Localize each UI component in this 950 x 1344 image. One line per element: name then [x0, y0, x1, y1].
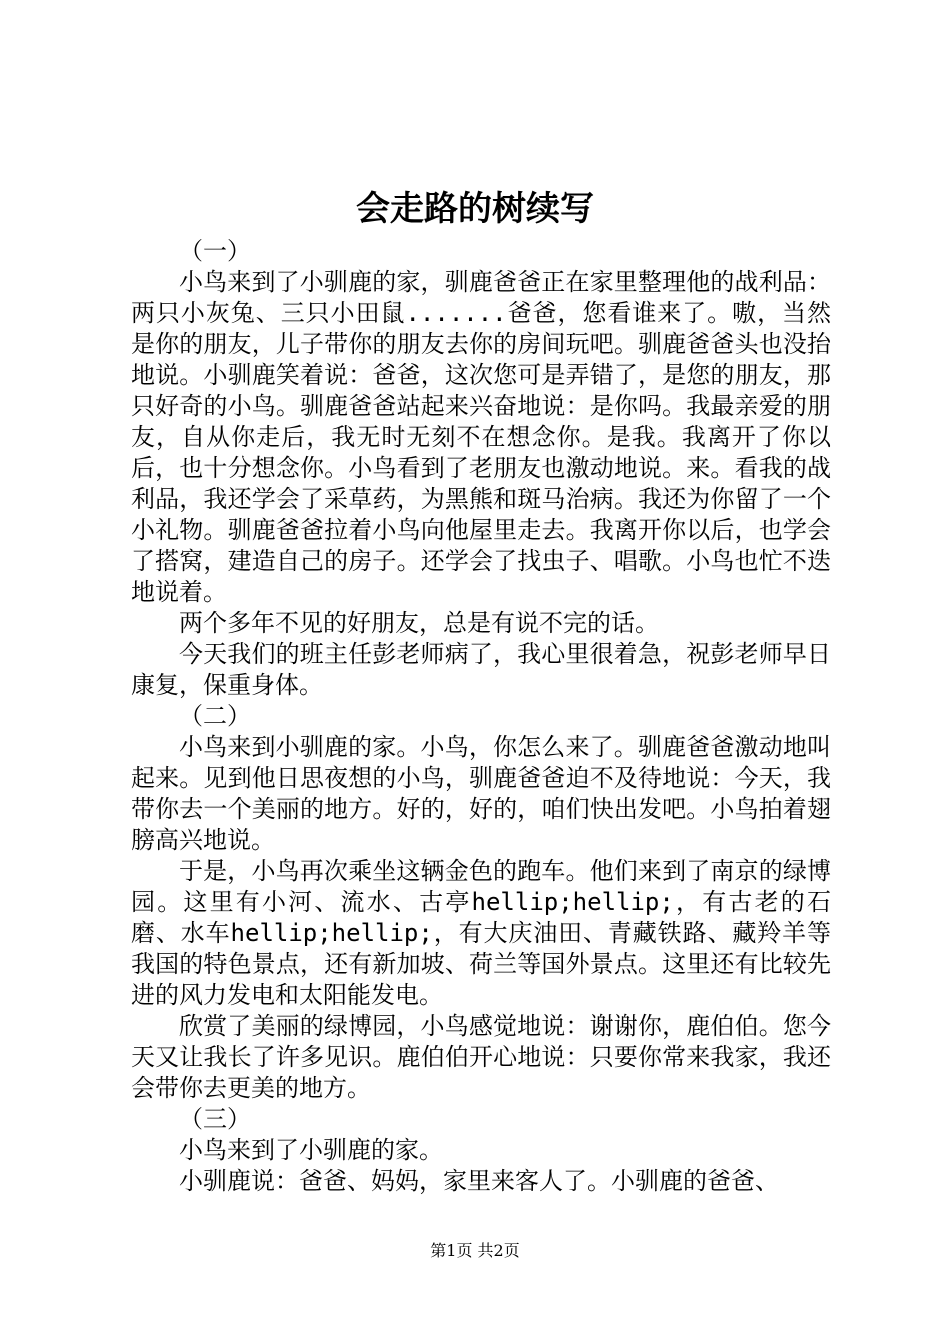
paragraph: 欣赏了美丽的绿博园，小鸟感觉地说：谢谢你，鹿伯伯。您今天又让我长了许多见识。鹿伯伯开心地说：只要你常来我家，我还会带你去更美的地方。	[131, 1012, 831, 1102]
paragraph: 两个多年不见的好朋友，总是有说不完的话。	[179, 609, 659, 637]
document-body	[131, 236, 831, 1197]
paragraph: 小驯鹿说：爸爸、妈妈，家里来客人了。小驯鹿的爸爸、	[179, 1167, 779, 1195]
paragraph: 于是，小鸟再次乘坐这辆金色的跑车。他们来到了南京的绿博园。这里有小河、流水、古亭hellip;hellip;，有古老的石磨、水车hellip;hellip;，有大庆油田、青藏铁路、藏羚羊等我国的特色景点，还有新加坡、荷兰等国外景点。这里还有比较先进的风力发电和太阳能发电。	[131, 857, 831, 1009]
section-heading-3: （三）	[179, 1105, 251, 1133]
section-heading-2: （二）	[179, 702, 251, 730]
document-title: 会走路的树续写	[356, 189, 594, 229]
section-heading-1: （一）	[179, 237, 251, 265]
page-number-footer: 第1页 共2页	[430, 1241, 520, 1260]
paragraph: 小鸟来到小驯鹿的家。小鸟，你怎么来了。驯鹿爸爸激动地叫起来。见到他日思夜想的小鸟，驯鹿爸爸迫不及待地说：今天，我带你去一个美丽的地方。好的，好的，咱们快出发吧。小鸟拍着翅膀高兴地说。	[131, 733, 831, 854]
paragraph: 小鸟来到了小驯鹿的家，驯鹿爸爸正在家里整理他的战利品：两只小灰兔、三只小田鼠.......爸爸，您看谁来了。嗷，当然是你的朋友，儿子带你的朋友去你的房间玩吧。驯鹿爸爸头也没抬地说。小驯鹿笑着说：爸爸，这次您可是弄错了，是您的朋友，那只好奇的小鸟。驯鹿爸爸站起来兴奋地说：是你吗。我最亲爱的朋友，自从你走后，我无时无刻不在想念你。是我。我离开了你以后，也十分想念你。小鸟看到了老朋友也激动地说。来。看我的战利品，我还学会了采草药，为黑熊和斑马治病。我还为你留了一个小礼物。驯鹿爸爸拉着小鸟向他屋里走去。我离开你以后，也学会了搭窝，建造自己的房子。还学会了找虫子、唱歌。小鸟也忙不迭地说着。	[131, 268, 831, 606]
paragraph: 小鸟来到了小驯鹿的家。	[179, 1136, 443, 1164]
paragraph: 今天我们的班主任彭老师病了，我心里很着急，祝彭老师早日康复，保重身体。	[131, 640, 831, 699]
